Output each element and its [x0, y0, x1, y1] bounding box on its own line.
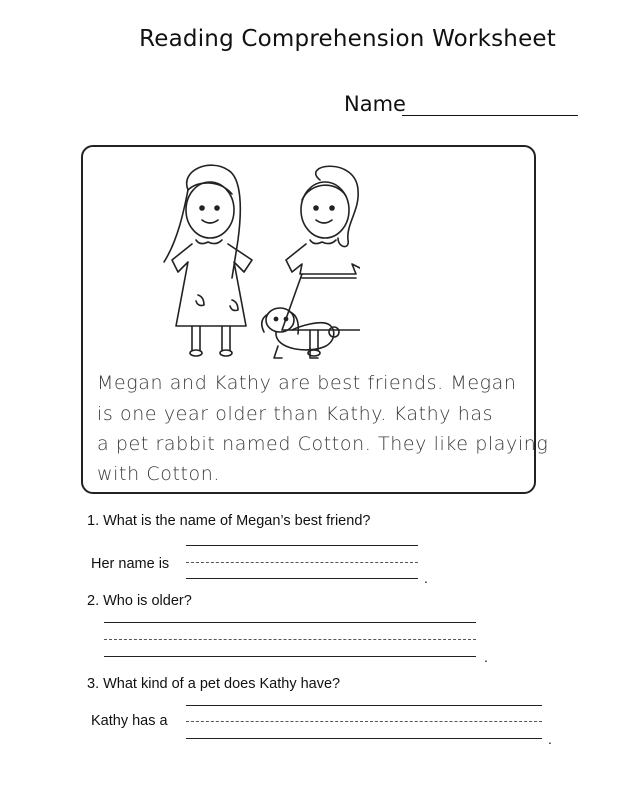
answer-2-top-line[interactable] — [104, 622, 476, 623]
name-label: Name — [344, 92, 406, 116]
answer-3-mid-line[interactable] — [186, 721, 542, 722]
story-line-1: Megan and Kathy are best friends. Megan — [97, 372, 517, 394]
answer-2-period: . — [484, 649, 488, 665]
question-3: 3. What kind of a pet does Kathy have? — [87, 676, 341, 692]
megan-figure — [164, 165, 252, 356]
worksheet-title: Reading Comprehension Worksheet — [139, 26, 556, 52]
story-line-3: a pet rabbit named Cotton. They like playing — [97, 433, 549, 455]
story-line-4: with Cotton. — [97, 463, 221, 485]
rabbit-cotton — [262, 308, 339, 358]
answer-1-top-line[interactable] — [186, 545, 418, 546]
answer-1-mid-line[interactable] — [186, 562, 418, 563]
answer-3-period: . — [548, 731, 552, 747]
story-line-2: is one year older than Kathy. Kathy has — [97, 403, 494, 425]
girls-and-rabbit-illustration — [150, 150, 360, 365]
answer-1-base-line[interactable] — [186, 578, 418, 579]
question-1-prompt: Her name is — [91, 556, 170, 572]
answer-2-mid-line[interactable] — [104, 639, 476, 640]
kathy-figure — [282, 166, 360, 356]
answer-3-base-line[interactable] — [186, 738, 542, 739]
name-answer-line[interactable] — [402, 115, 578, 116]
answer-2-base-line[interactable] — [104, 656, 476, 657]
question-3-prompt: Kathy has a — [91, 713, 168, 729]
question-2: 2. Who is older? — [87, 593, 192, 609]
question-1: 1. What is the name of Megan’s best friend? — [87, 513, 371, 529]
answer-3-top-line[interactable] — [186, 705, 542, 706]
answer-1-period: . — [424, 570, 428, 586]
